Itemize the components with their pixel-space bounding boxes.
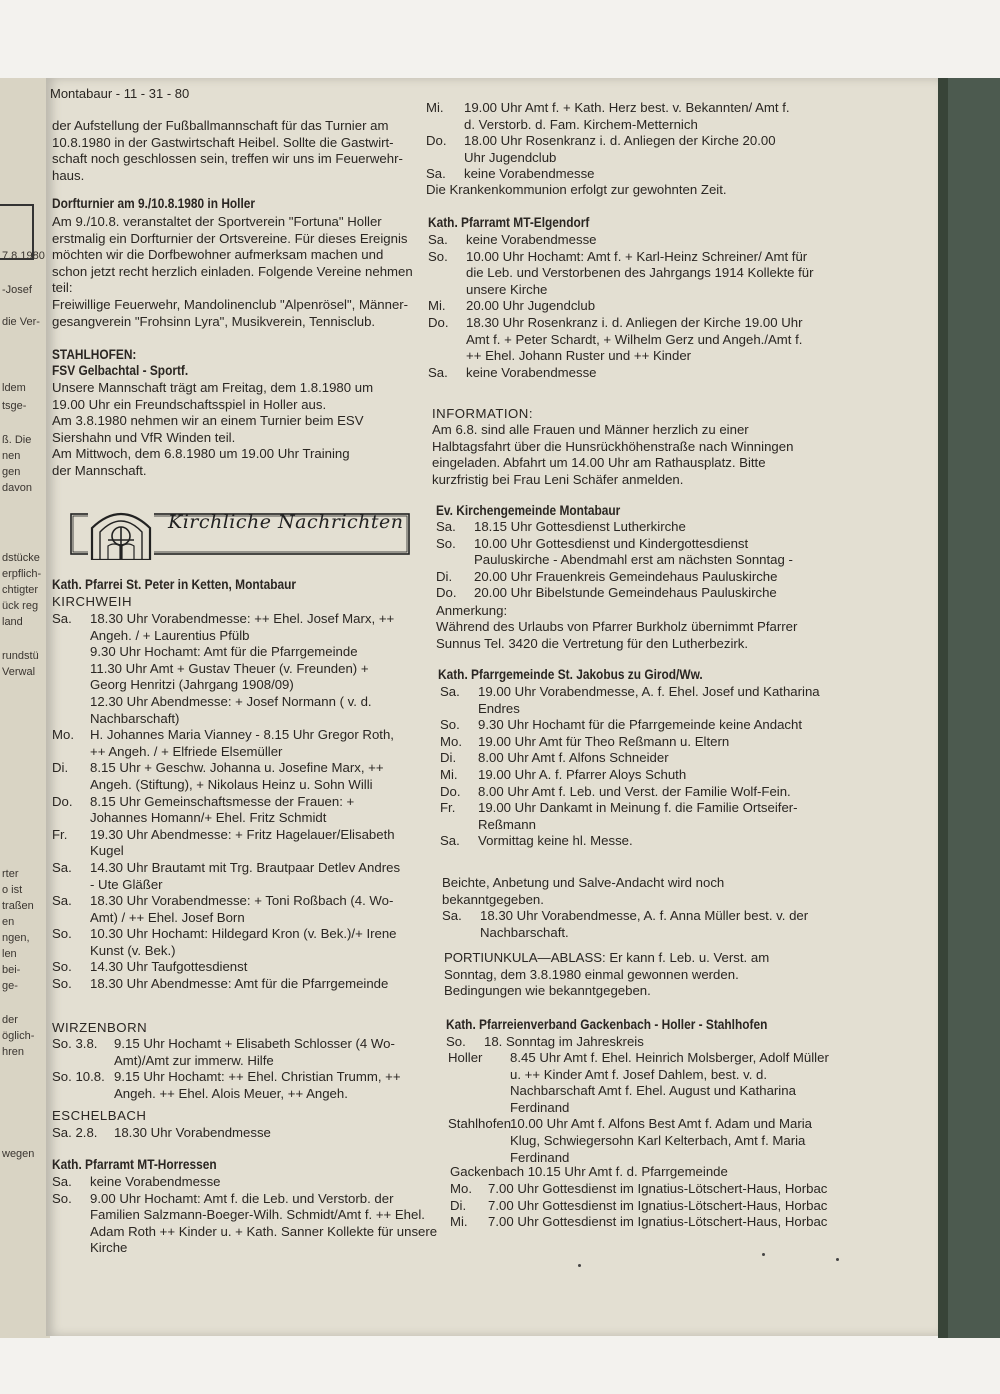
- entry-text: 12.30 Uhr Abendmesse: + Josef Normann ( v. d. Nachbarschaft): [90, 693, 372, 726]
- entry-text: keine Vorabendmesse: [466, 232, 597, 247]
- entry-day: [52, 661, 90, 694]
- entry-day: Do.: [440, 783, 461, 799]
- fsv-line: 19.00 Uhr ein Freundschaftsspiel in Holler aus.: [52, 396, 327, 412]
- entry-text: 11.30 Uhr Amt + Gustav Theuer (v. Freunden) + Georg Henritzi (Jahrgang 1908/09): [90, 660, 369, 693]
- fsv-line: Am Mittwoch, dem 6.8.1980 um 19.00 Uhr Training: [52, 446, 350, 462]
- entry-day: So. 3.8.: [52, 1036, 98, 1051]
- fsv-line: der Mannschaft.: [52, 462, 147, 478]
- eschelbach-label: ESCHELBACH: [52, 1108, 147, 1123]
- schedule-entry: [52, 661, 402, 694]
- schedule-entry: [450, 1181, 930, 1198]
- entry-day: Do.: [428, 314, 449, 330]
- schedule-entry: [436, 569, 816, 586]
- entry-text: keine Vorabendmesse: [90, 1174, 221, 1189]
- entry-day: Do.: [436, 585, 457, 601]
- entry-day: So.: [52, 1190, 72, 1206]
- entry-day: Di.: [440, 750, 457, 766]
- ketten-entries: [52, 611, 402, 993]
- portiunkula-text: PORTIUNKULA—ABLASS: Er kann f. Leb. u. Verst. am Sonntag, dem 3.8.1980 einmal gewonnen werden. Bedingungen wie bekanntgegeben.: [444, 950, 770, 999]
- schedule-entry: [52, 1036, 402, 1069]
- left-page-fragment: davon: [2, 482, 32, 494]
- entry-text: 9.30 Uhr Hochamt für die Pfarrgemeinde keine Andacht: [478, 717, 803, 733]
- left-page-fragment: wegen: [2, 1148, 35, 1160]
- wirzenborn-entries: [52, 1036, 402, 1102]
- entry-text: 19.00 Uhr Vorabendmesse, A. f. Ehel. Josef und Katharina Endres: [478, 684, 820, 716]
- dorfturnier-line: schon jetzt recht herzlich einladen. Folgende Vereine nehmen: [52, 263, 413, 279]
- schedule-entry: [440, 734, 820, 751]
- dorfturnier-line: gesangverein "Frohsinn Lyra", Musikverein, Tennisclub.: [52, 313, 376, 329]
- left-page-fragment: -Josef: [2, 284, 32, 296]
- entry-text: 7.00 Uhr Gottesdienst im Ignatius-Lötschert-Haus, Horbac: [488, 1181, 828, 1196]
- entry-text: 18.30 Uhr Vorabendmesse: ++ Ehel. Josef Marx, ++ Angeh. / + Laurentius Pfülb: [90, 611, 395, 643]
- left-page-fragment: ück reg: [2, 600, 39, 612]
- schedule-entry: [52, 1069, 402, 1102]
- entry-text: 10.00 Uhr Amt f. Alfons Best Amt f. Adam und Maria Klug, Schwiegersohn Karl Kelterbach, Amt f. Maria Ferdinand: [510, 1116, 812, 1165]
- entry-day: Sa.: [440, 684, 460, 699]
- schedule-entry: [428, 298, 818, 315]
- left-page-fragment: len: [2, 948, 17, 960]
- entry-text: 18.30 Uhr Vorabendmesse, A. f. Anna Müller best. v. der Nachbarschaft.: [480, 908, 809, 940]
- entry-day: Di.: [52, 760, 69, 776]
- entry-day: Sa.: [52, 859, 72, 875]
- entry-text: 7.00 Uhr Gottesdienst im Ignatius-Lötschert-Haus, Horbac: [488, 1197, 828, 1213]
- entry-day: So. 10.8.: [52, 1069, 105, 1085]
- dorfturnier-heading: Dorfturnier am 9./10.8.1980 in Holler: [52, 195, 256, 211]
- entry-text: 8.00 Uhr Amt f. Alfons Schneider: [478, 750, 669, 766]
- left-page-fragment: ldem: [2, 382, 26, 394]
- dorfturnier-line: Freiwillige Feuerwehr, Mandolinenclub "Alpenrösel", Männer-: [52, 296, 409, 312]
- schedule-entry: [428, 232, 818, 249]
- schedule-entry: [428, 315, 818, 365]
- entry-day: Holler: [448, 1050, 483, 1065]
- left-page-fragment: bei-: [2, 964, 21, 976]
- entry-day: Sa.: [52, 611, 72, 626]
- entry-text: 7.00 Uhr Gottesdienst im Ignatius-Lötschert-Haus, Horbac: [488, 1214, 828, 1230]
- intro-line: schaft noch geschlossen sein, treffen wir uns im Feuerwehr-: [52, 151, 403, 167]
- entry-text: 19.00 Uhr Dankamt in Meinung f. die Familie Ortseifer-Reßmann: [478, 800, 798, 832]
- entry-day: So.: [428, 248, 448, 264]
- schedule-entry: [428, 365, 818, 382]
- entry-text: 8.45 Uhr Amt f. Ehel. Heinrich Molsberger, Adolf Müller u. ++ Kinder Amt f. Josef Dahlem, best. v. d. Nachbarschaft Amt f. Ehel. August und Katharina Ferdinand: [510, 1050, 829, 1115]
- stahlhofen-heading: STAHLHOFEN:: [52, 346, 137, 362]
- entry-text: 14.30 Uhr Taufgottesdienst: [90, 959, 248, 975]
- horressen-heading: Kath. Pfarramt MT-Horressen: [52, 1156, 217, 1172]
- anmerkung-label: Anmerkung:: [436, 603, 508, 618]
- left-page-fragment: land: [2, 616, 23, 628]
- entry-text: H. Johannes Maria Vianney - 8.15 Uhr Gregor Roth, ++ Angeh. / + Elfriede Elsemüller: [90, 727, 394, 759]
- left-page-fragment: dstücke: [2, 552, 40, 564]
- week-entries: [450, 1181, 930, 1231]
- entry-text: keine Vorabendmesse: [464, 166, 595, 182]
- entry-day: Mi.: [426, 100, 444, 115]
- entry-day: Di.: [450, 1197, 467, 1213]
- intro-text: [52, 118, 403, 184]
- gackenbach-sunday: [446, 1034, 826, 1051]
- left-page-fragment: 7.8.1980: [2, 250, 45, 262]
- left-page-fragment: Verwal: [2, 666, 36, 678]
- entry-day: Sa.: [440, 833, 460, 849]
- entry-day: So.: [440, 717, 460, 733]
- schedule-entry: [440, 833, 820, 850]
- left-page-edge: [0, 78, 50, 1338]
- left-page-fragment: ngen,: [2, 932, 30, 944]
- entry-day: So.: [52, 976, 72, 992]
- entry-text: Vormittag keine hl. Messe.: [478, 833, 633, 849]
- schedule-entry: [428, 249, 818, 299]
- entry-day: Do.: [426, 133, 447, 149]
- gackenbach-entries: [448, 1050, 840, 1166]
- entry-text: 18.30 Uhr Abendmesse: Amt für die Pfarrgemeinde: [90, 976, 389, 992]
- schedule-entry: [52, 926, 402, 959]
- left-page-fragment: ß. Die: [2, 434, 32, 446]
- entry-day: Mo.: [440, 733, 462, 749]
- anmerkung-text: Während des Urlaubs von Pfarrer Burkholz übernimmt Pfarrer Sunnus Tel. 3420 die Vertretung für den Lutherbezirk.: [436, 619, 798, 651]
- banner-title: Kirchliche Nachrichten: [168, 511, 404, 533]
- ev-entries: [436, 519, 816, 602]
- entry-day: So.: [52, 926, 72, 942]
- intro-line: der Aufstellung der Fußballmannschaft für das Turnier am: [52, 118, 389, 133]
- dorfturnier-line: teil:: [52, 280, 73, 296]
- entry-day: Mi.: [450, 1214, 468, 1230]
- left-page-fragment: gen: [2, 466, 21, 478]
- left-page-fragment: der: [2, 1014, 18, 1026]
- horressen-entries: [52, 1174, 438, 1257]
- left-page-fragment: en: [2, 916, 15, 928]
- entry-text: 20.00 Uhr Bibelstunde Gemeindehaus Pauluskirche: [474, 585, 777, 601]
- entry-day: Sa.: [426, 166, 446, 182]
- girod-heading: Kath. Pfarrgemeinde St. Jakobus zu Girod/Ww.: [438, 666, 703, 682]
- entry-day: Sa.: [52, 893, 72, 909]
- entry-text: 9.00 Uhr Hochamt: Amt f. die Leb. und Verstorb. der Familien Salzmann-Boeger-Wilh. Schmidt/Amt f. ++ Ehel. Adam Roth ++ Kinder u. + Kath. Sanner Kollekte für unsere Kirche: [90, 1190, 438, 1256]
- entry-text: 8.00 Uhr Amt f. Leb. und Verst. der Familie Wolf-Fein.: [478, 783, 791, 799]
- entry-text: 14.30 Uhr Brautamt mit Trg. Brautpaar Detlev Andres - Ute Gläßer: [90, 859, 401, 892]
- eschelbach-entry: [52, 1125, 402, 1142]
- entry-text: 19.30 Uhr Abendmesse: + Fritz Hagelauer/Elisabeth Kugel: [90, 826, 395, 859]
- schedule-entry: [52, 976, 402, 993]
- schedule-entry: [448, 1050, 840, 1116]
- entry-day: Mo.: [450, 1181, 472, 1196]
- entry-day: Sa.: [52, 1174, 72, 1189]
- schedule-entry: [52, 694, 402, 727]
- left-page-fragment: o ist: [2, 884, 23, 896]
- left-page-fragment: rundstü: [2, 650, 39, 662]
- schedule-entry: [440, 767, 820, 784]
- entry-text: 20.00 Uhr Jugendclub: [466, 298, 596, 314]
- schedule-entry: [52, 760, 402, 793]
- schedule-entry: [52, 727, 402, 760]
- schedule-entry: [52, 644, 402, 661]
- dorfturnier-text: [52, 214, 413, 330]
- fsv-line: Unsere Mannschaft trägt am Freitag, dem 1.8.1980 um: [52, 380, 374, 395]
- top-note: Die Krankenkommunion erfolgt zur gewohnten Zeit.: [426, 182, 727, 197]
- schedule-entry: [440, 784, 820, 801]
- entry-day: Mo.: [52, 727, 74, 743]
- girod-entries: [440, 684, 820, 850]
- schedule-entry: [426, 133, 796, 166]
- schedule-entry: [450, 1198, 930, 1215]
- girod-note: Beichte, Anbetung und Salve-Andacht wird noch bekanntgegeben.: [442, 875, 725, 907]
- left-page-fragment: öglich-: [2, 1030, 35, 1042]
- ketten-heading: Kath. Pfarrei St. Peter in Ketten, Montabaur: [52, 576, 297, 592]
- entry-day: Stahlhofen: [448, 1116, 512, 1132]
- entry-text: keine Vorabendmesse: [466, 364, 597, 380]
- fsv-line: Siershahn und VfR Winden teil.: [52, 429, 236, 445]
- schedule-entry: [52, 893, 402, 926]
- schedule-entry: [448, 1116, 840, 1166]
- schedule-entry: [426, 166, 796, 183]
- left-page-fragment: rter: [2, 868, 19, 880]
- entry-text: 18.00 Uhr Rosenkranz i. d. Anliegen der Kirche 20.00 Uhr Jugendclub: [464, 133, 776, 165]
- wirzenborn-label: WIRZENBORN: [52, 1020, 148, 1035]
- entry-text: 8.15 Uhr + Geschw. Johanna u. Josefine Marx, ++ Angeh. (Stiftung), + Nikolaus Heinz u. Sohn Willi: [90, 760, 384, 792]
- information-label: INFORMATION:: [432, 406, 533, 421]
- schedule-entry: [52, 959, 402, 976]
- schedule-entry: [52, 1191, 438, 1257]
- entry-text: 9.15 Uhr Hochamt + Elisabeth Schlosser (4 Wo-Amt)/Amt zur immerw. Hilfe: [114, 1036, 395, 1068]
- page-number: Montabaur - 11 - 31 - 80: [50, 86, 190, 101]
- left-page-fragment: chtigter: [2, 584, 39, 596]
- entry-day: So.: [436, 535, 456, 551]
- schedule-entry: [440, 717, 820, 734]
- left-page-fragment: tsge-: [2, 400, 27, 412]
- entry-text: 8.15 Uhr Gemeinschaftsmesse der Frauen: + Johannes Homann/+ Ehel. Fritz Schmidt: [90, 793, 355, 826]
- entry-text: 10.00 Uhr Gottesdienst und Kindergottesdienst Pauluskirche - Abendmahl erst am nächsten Sonntag -: [474, 535, 793, 568]
- entry-text: 19.00 Uhr A. f. Pfarrer Aloys Schuth: [478, 766, 687, 782]
- schedule-entry: [52, 794, 402, 827]
- entry-day: Do.: [52, 793, 73, 809]
- kirchweih-label: KIRCHWEIH: [52, 594, 132, 609]
- schedule-entry: [52, 1174, 438, 1191]
- left-page-fragment: nen: [2, 450, 21, 462]
- top-entries: [426, 100, 796, 183]
- entry-day: So.: [446, 1034, 466, 1049]
- left-page-fragment: ge-: [2, 980, 18, 992]
- entry-day: Sa.: [436, 519, 456, 534]
- entry-day: [52, 644, 90, 661]
- entry-text: 20.00 Uhr Frauenkreis Gemeindehaus Pauluskirche: [474, 568, 778, 584]
- entry-text: 9.15 Uhr Hochamt: ++ Ehel. Christian Trumm, ++ Angeh. ++ Ehel. Alois Meuer, ++ Angeh.: [114, 1069, 401, 1101]
- entry-text: 18.15 Uhr Gottesdienst Lutherkirche: [474, 519, 686, 534]
- entry-day: [52, 694, 90, 727]
- intro-line: 10.8.1980 in der Gastwirtschaft Heibel. Sollte die Gastwirt-: [52, 134, 394, 150]
- entry-day: Fr.: [52, 826, 68, 842]
- entry-day: Fr.: [440, 800, 456, 816]
- schedule-entry: [52, 827, 402, 860]
- entry-day: Di.: [436, 568, 453, 584]
- entry-text: 18.30 Uhr Vorabendmesse: + Toni Roßbach (4. Wo-Amt) / ++ Ehel. Josef Born: [90, 893, 394, 925]
- entry-text: 10.00 Uhr Hochamt: Amt f. + Karl-Heinz Schreiner/ Amt für die Leb. und Verstorbenen des Jahrgangs 1914 Kollekte für unsere Kirche: [466, 248, 814, 297]
- entry-text: 10.30 Uhr Hochamt: Hildegard Kron (v. Bek.)/+ Irene Kunst (v. Bek.): [90, 926, 397, 958]
- fsv-line: Am 3.8.1980 nehmen wir an einem Turnier beim ESV: [52, 413, 364, 429]
- schedule-entry: [440, 800, 820, 833]
- newspaper-page: [46, 78, 938, 1336]
- ev-heading: Ev. Kirchengemeinde Montabaur: [436, 502, 621, 518]
- schedule-entry: [52, 611, 402, 644]
- entry-day: Sa. 2.8.: [52, 1125, 98, 1140]
- fsv-heading: FSV Gelbachtal - Sportf.: [52, 362, 189, 378]
- entry-text: 18.30 Uhr Rosenkranz i. d. Anliegen der Kirche 19.00 Uhr Amt f. + Peter Schardt, + Wilhelm Gerz und Angeh./Amt f. ++ Ehel. Johann Ruster und ++ Kinder: [466, 314, 803, 364]
- entry-text: 19.00 Uhr Amt f. + Kath. Herz best. v. Bekannten/ Amt f. d. Verstorb. d. Fam. Kirchem-Metternich: [464, 100, 790, 132]
- entry-text: 18. Sonntag im Jahreskreis: [484, 1034, 644, 1049]
- entry-day: Mi.: [428, 298, 446, 314]
- entry-day: Sa.: [442, 908, 462, 923]
- kirchliche-nachrichten-banner: [70, 506, 410, 560]
- information-text: Am 6.8. sind alle Frauen und Männer herzlich zu einer Halbtagsfahrt über die Hunsrückhöhenstraße nach Winningen eingeladen. Abfahrt um 14.00 Uhr am Rathausplatz. Bitte kurzfristig bei Frau Leni Schäfer anmelden.: [432, 422, 794, 487]
- intro-line: haus.: [52, 167, 85, 183]
- girod-last-entry: [442, 908, 822, 941]
- entry-day: Sa.: [428, 364, 448, 380]
- entry-day: Mi.: [440, 766, 458, 782]
- schedule-entry: [440, 750, 820, 767]
- entry-text: 18.30 Uhr Vorabendmesse: [114, 1125, 271, 1140]
- schedule-entry: [436, 519, 816, 536]
- entry-text: 19.00 Uhr Amt für Theo Reßmann u. Eltern: [478, 733, 730, 749]
- schedule-entry: [436, 536, 816, 569]
- gackenbach-heading: Kath. Pfarreienverband Gackenbach - Holler - Stahlhofen: [446, 1016, 768, 1032]
- book-spine-edge: [938, 78, 948, 1338]
- entry-text: 9.30 Uhr Hochamt: Amt für die Pfarrgemeinde: [90, 644, 358, 660]
- schedule-entry: [436, 585, 816, 602]
- left-page-fragment: die Ver-: [2, 316, 40, 328]
- entry-day: Sa.: [428, 232, 448, 247]
- schedule-entry: [52, 860, 402, 893]
- schedule-entry: [440, 684, 820, 717]
- left-page-fragment: erpflich-: [2, 568, 42, 580]
- schedule-entry: [450, 1214, 930, 1231]
- fsv-text: [52, 380, 373, 480]
- dorfturnier-line: erstmalig ein Dorfturnier der Ortsvereine. Für dieses Ereignis: [52, 230, 408, 246]
- elgendorf-entries: [428, 232, 818, 381]
- gackenbach-line: Gackenbach 10.15 Uhr Amt f. d. Pfarrgemeinde: [450, 1164, 728, 1179]
- dorfturnier-line: Am 9./10.8. veranstaltet der Sportverein "Fortuna" Holler: [52, 214, 382, 229]
- left-page-fragment: traßen: [2, 900, 34, 912]
- entry-day: So.: [52, 959, 72, 975]
- left-page-fragment: hren: [2, 1046, 25, 1058]
- dorfturnier-line: möchten wir die Dorfbewohner aufmerksam machen und: [52, 247, 384, 263]
- schedule-entry: [426, 100, 796, 133]
- elgendorf-heading: Kath. Pfarramt MT-Elgendorf: [428, 214, 590, 230]
